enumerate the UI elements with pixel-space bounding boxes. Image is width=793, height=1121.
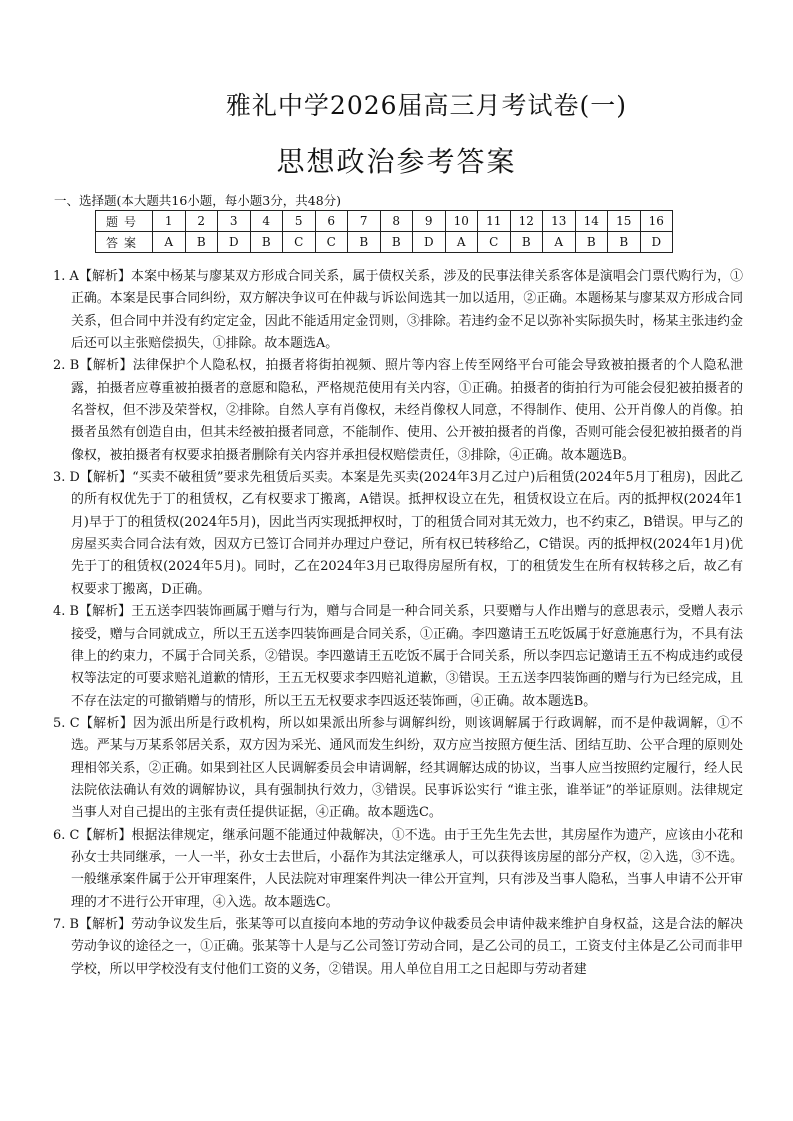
question-number: 2: [185, 211, 218, 232]
answer-cell: B: [380, 232, 413, 253]
question-number: 16: [640, 211, 673, 232]
question-number: 3: [218, 211, 251, 232]
question-number: 10: [445, 211, 478, 232]
question-number: 13: [543, 211, 576, 232]
question-number: 8: [380, 211, 413, 232]
answer-cell: B: [250, 232, 283, 253]
section-heading: 一、选择题(本大题共16小题，每小题3分，共48分): [54, 193, 342, 208]
answer-cell: B: [608, 232, 641, 253]
answer-cell: B: [348, 232, 381, 253]
answer-cell: B: [575, 232, 608, 253]
answer-cell: C: [283, 232, 316, 253]
exam-title: 雅礼中学2026届高三月考试卷(一): [225, 91, 628, 120]
answer-cell: A: [445, 232, 478, 253]
answer-cell: D: [218, 232, 251, 253]
question-number: 11: [478, 211, 511, 232]
explanation-item: 7. B【解析】劳动争议发生后，张某等可以直接向本地的劳动争议仲裁委员会申请仲裁来维护自身权益，这是合法的解决劳动争议的途径之一，①正确。张某等十人是与乙公司签订劳动合同，是乙公司的员工，工资支付主体是乙公司而非甲学校，所以甲学校没有支付他们工资的义务，②错误。用人单位自用工之日起即与劳动者建: [53, 916, 743, 977]
question-number: 4: [250, 211, 283, 232]
exam-subtitle: 思想政治参考答案: [276, 145, 517, 178]
explanation-item: 3. D【解析】“买卖不破租赁”要求先租赁后买卖。本案是先买卖(2024年3月乙过户)后租赁(2024年5月丁租房)，因此乙的所有权优先于丁的租赁权，乙有权要求丁搬离，A错误。抵押权设立在先，租赁权设立在后。丙的抵押权(2024年1月)早于丁的租赁权(2024年5月)，因此当丙实现抵押权时，丁的租赁合同对其无效力，也不约束乙，B错误。甲与乙的房屋买卖合同合法有效，因双方已签订合同并办理过户登记，所有权已转移给乙，C错误。丙的抵押权(2024年1月)优先于丁的租赁权(2024年5月)。同时，乙在2024年3月已取得房屋所有权，丁的租赁发生在所有权转移之后，故乙有权要求丁搬离，D正确。: [53, 470, 743, 597]
row-label-question: 题号: [96, 211, 153, 232]
explanations-list: [53, 266, 743, 981]
answer-row: [96, 232, 673, 253]
explanation-item: 1. A【解析】本案中杨某与廖某双方形成合同关系，属于债权关系，涉及的民事法律关系客体是演唱会门票代购行为，①正确。本案是民事合同纠纷，双方解决争议可在仲裁与诉讼间选其一加以适用，②正确。本题杨某与廖某双方形成合同关系，但合同中并没有约定定金，因此不能适用定金罚则，③排除。若违约金不足以弥补实际损失时，杨某主张违约金后还可以主张赔偿损失，①排除。故本题选A。: [53, 269, 743, 352]
answer-cell: C: [478, 232, 511, 253]
answer-cell: D: [413, 232, 446, 253]
answer-cell: A: [153, 232, 186, 253]
question-number: 9: [413, 211, 446, 232]
question-number: 6: [315, 211, 348, 232]
answer-table: [95, 210, 673, 253]
question-number: 12: [510, 211, 543, 232]
question-number-row: [96, 211, 673, 232]
answer-cell: D: [640, 232, 673, 253]
explanation-item: 5. C【解析】因为派出所是行政机构，所以如果派出所参与调解纠纷，则该调解属于行政调解，而不是仲裁调解，①不选。严某与万某系邻居关系，双方因为采光、通风而发生纠纷，双方应当按照方便生活、团结互助、公平合理的原则处理相邻关系，②正确。如果到社区人民调解委员会申请调解，经其调解达成的协议，当事人应当按照约定履行，经人民法院依法确认有效的调解协议，具有强制执行效力，③错误。民事诉讼实行 “谁主张，谁举证”的举证原则。法律规定当事人对自己提出的主张有责任提供证据，④正确。故本题选C。: [53, 715, 743, 821]
explanation-item: 6. C【解析】根据法律规定，继承问题不能通过仲裁解决，①不选。由于王先生先去世，其房屋作为遗产，应该由小花和孙女士共同继承，一人一半，孙女士去世后，小磊作为其法定继承人，可以获得该房屋的部分产权，②入选，③不选。一般继承案件属于公开审理案件，人民法院对审理案件判决一律公开宣判，只有涉及当事人隐私，当事人申请不公开审理的才不进行公开审理，④入选。故本题选C。: [53, 827, 743, 910]
question-number: 7: [348, 211, 381, 232]
question-number: 5: [283, 211, 316, 232]
question-number: 14: [575, 211, 608, 232]
answer-cell: C: [315, 232, 348, 253]
answer-cell: B: [510, 232, 543, 253]
question-number: 1: [153, 211, 186, 232]
explanation-item: 4. B【解析】王五送李四装饰画属于赠与行为，赠与合同是一种合同关系，只要赠与人作出赠与的意思表示，受赠人表示接受，赠与合同就成立，所以王五送李四装饰画是合同关系，①正确。李四邀请王五吃饭属于好意施惠行为，不具有法律上的约束力，不属于合同关系，②错误。李四邀请王五吃饭不属于合同关系，所以李四忘记邀请王五不构成违约或侵权等法定的可要求赔礼道歉的情形，王五无权要求李四赔礼道歉，③错误。王五送李四装饰画的赠与行为已经完成，且不存在法定的可撤销赠与的情形，所以王五无权要求李四返还装饰画，④正确。故本题选B。: [53, 604, 743, 709]
question-number: 15: [608, 211, 641, 232]
row-label-answer: 答案: [96, 232, 153, 253]
answer-cell: B: [185, 232, 218, 253]
explanation-item: 2. B【解析】法律保护个人隐私权，拍摄者将街拍视频、照片等内容上传至网络平台可能会导致被拍摄者的个人隐私泄露，拍摄者应尊重被拍摄者的意愿和隐私，严格规范使用有关内容，①正确。拍摄者的街拍行为可能会侵犯被拍摄者的名誉权，但不涉及荣誉权，②排除。自然人享有肖像权，未经肖像权人同意，不得制作、使用、公开肖像人的肖像。拍摄者虽然有创造自由，但其未经被拍摄者同意，不能制作、使用、公开被拍摄者的肖像，否则可能会侵犯被拍摄者的肖像权，被拍摄者有权要求拍摄者删除有关内容并承担侵权赔偿责任，③排除，④正确。故本题选B。: [53, 358, 743, 463]
answer-cell: A: [543, 232, 576, 253]
